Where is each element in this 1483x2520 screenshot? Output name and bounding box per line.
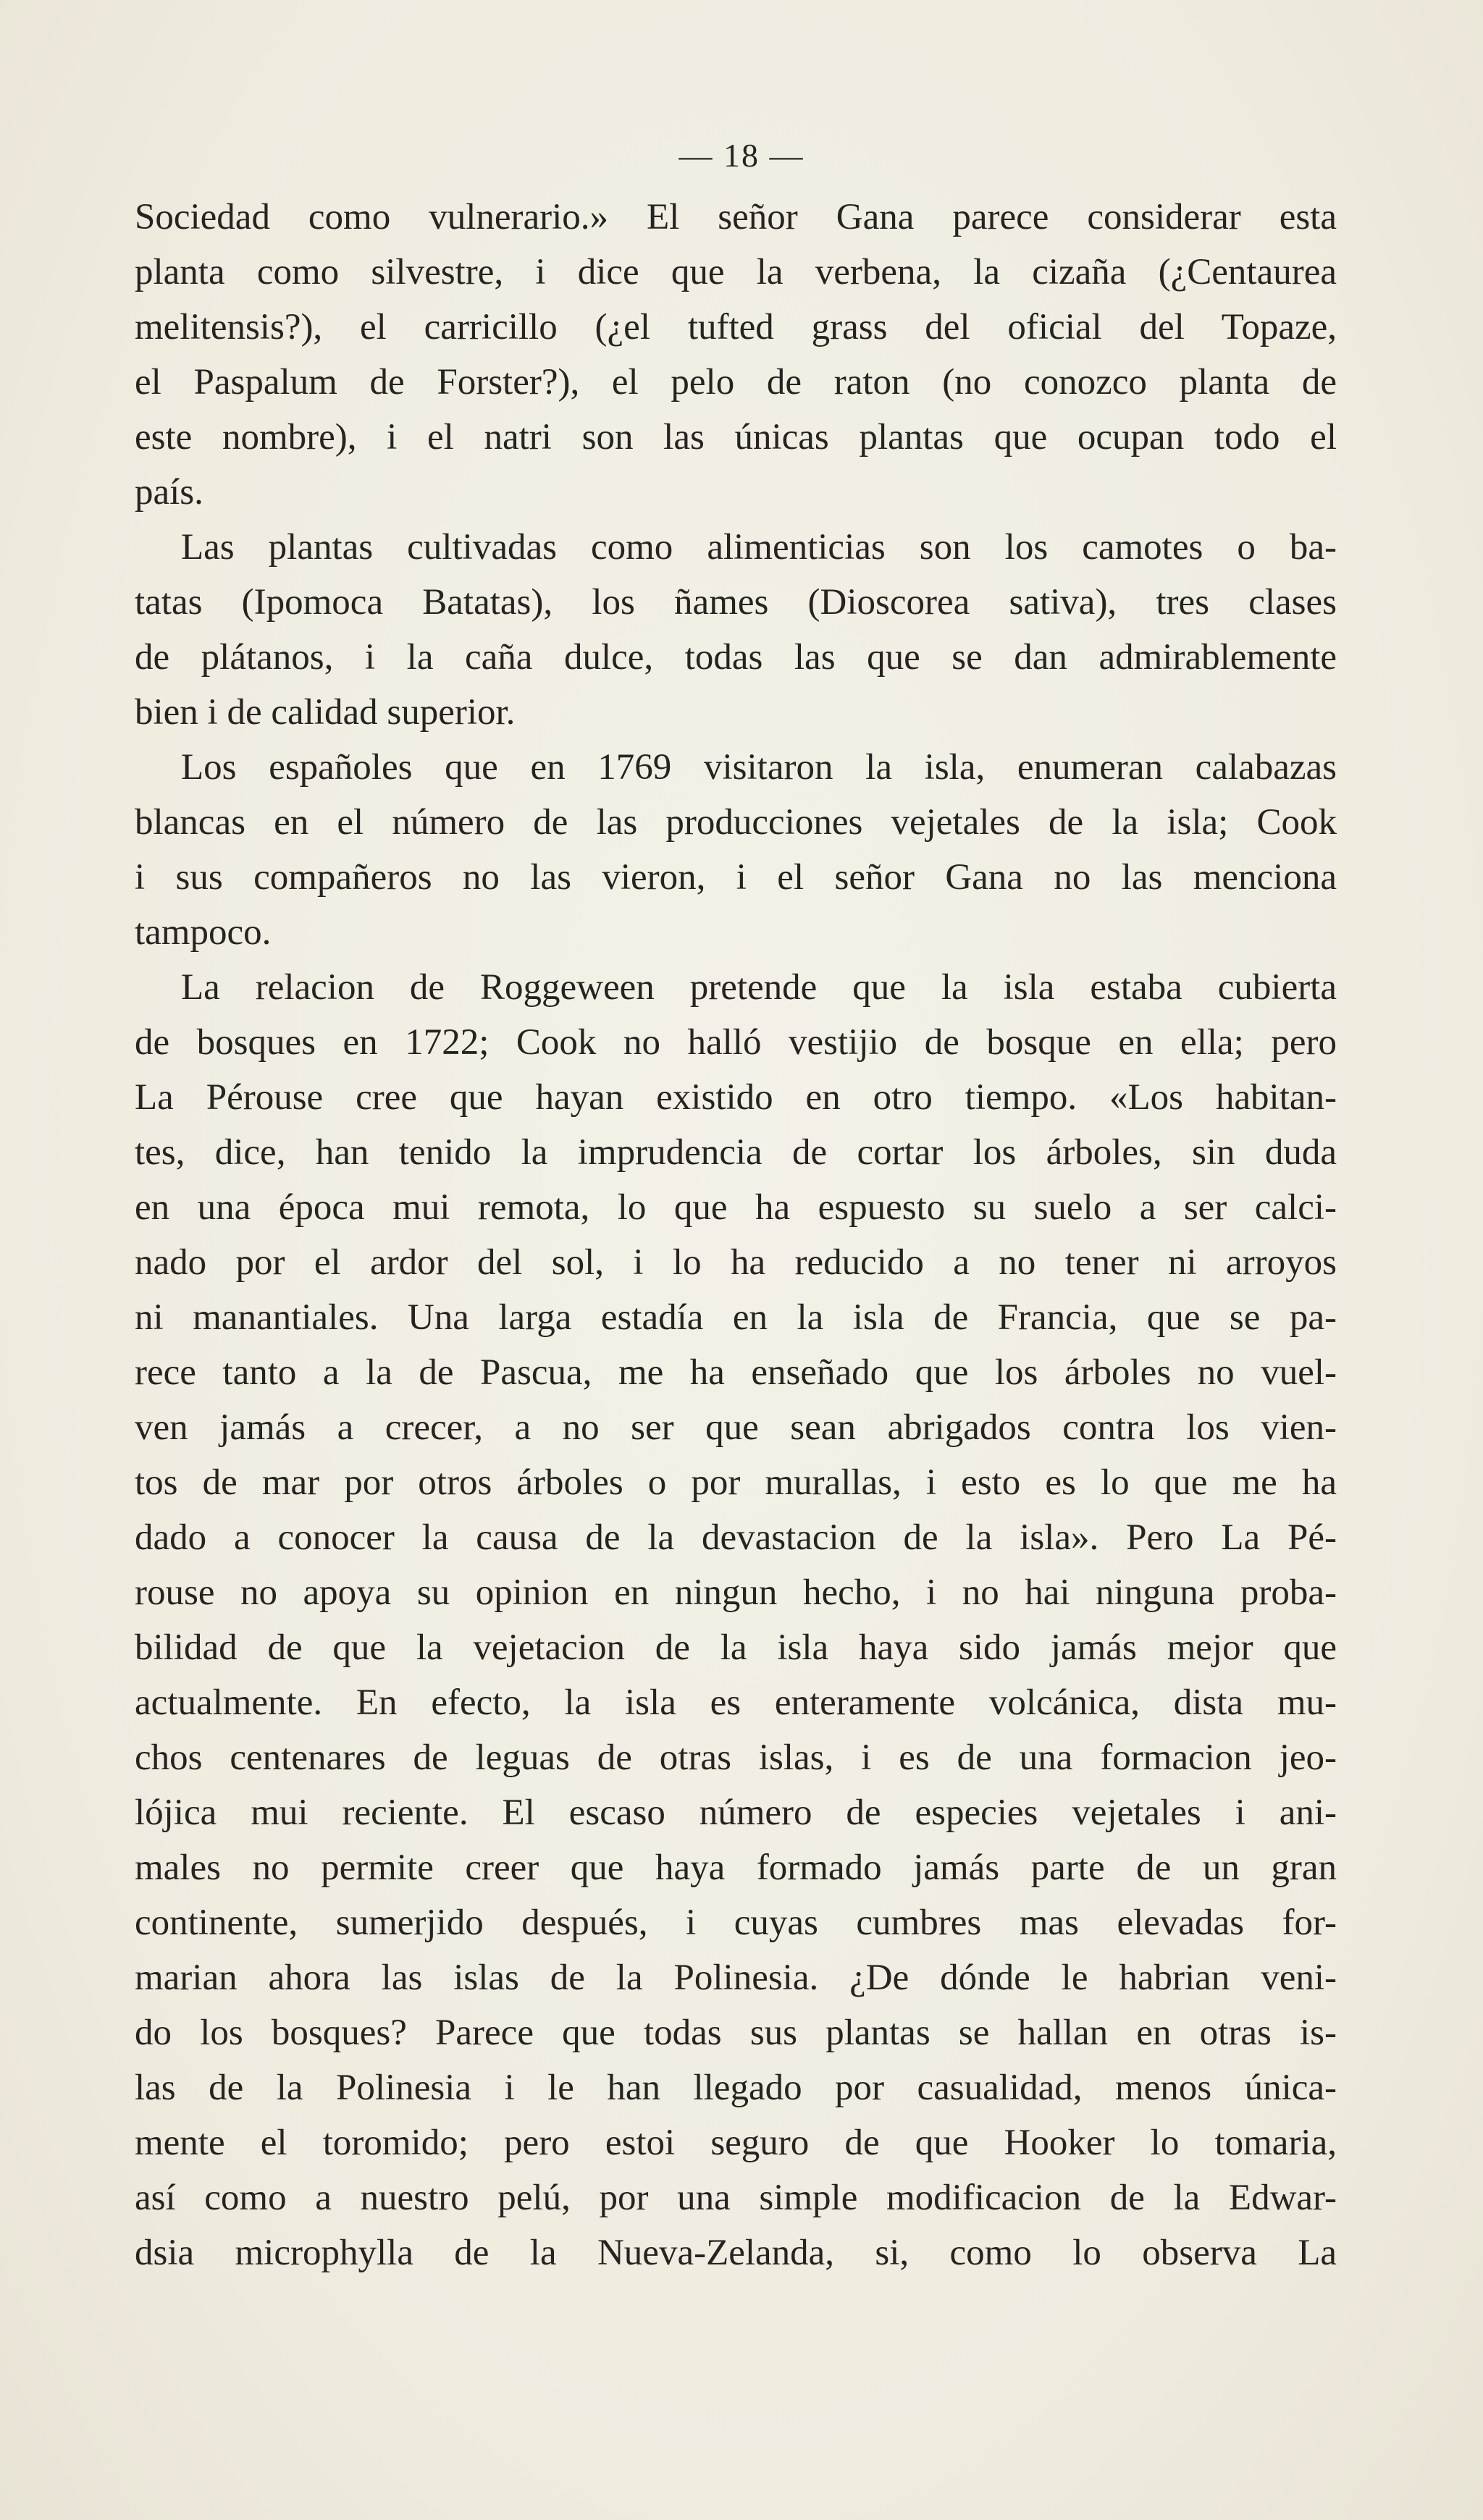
text-line: tampoco. [135,912,272,953]
body-text [135,190,1337,2280]
text-line: chos centenares de leguas de otras islas, i es de una formacion jeo- [135,1737,1337,1778]
text-line: tos de mar por otros árboles o por murallas, i esto es lo que me ha [135,1462,1337,1503]
text-line: marian ahora las islas de la Polinesia. ¿De dónde le habrian veni- [135,1958,1337,1998]
text-line: nado por el ardor del sol, i lo ha reducido a no tener ni arroyos [135,1242,1337,1283]
text-line: ven jamás a crecer, a no ser que sean abrigados contra los vien- [135,1407,1337,1448]
text-line: dado a conocer la causa de la devastacion de la isla». Pero La Pé- [135,1517,1337,1558]
text-line: de plátanos, i la caña dulce, todas las que se dan admirablemente [135,637,1337,678]
text-line: blancas en el número de las producciones vejetales de la isla; Cook [135,802,1337,843]
text-line: de bosques en 1722; Cook no halló vestijio de bosque en ella; pero [135,1022,1337,1063]
text-line: i sus compañeros no las vieron, i el señor Gana no las menciona [135,857,1337,898]
text-line: bilidad de que la vejetacion de la isla haya sido jamás mejor que [135,1627,1337,1668]
text-line: el Paspalum de Forster?), el pelo de raton (no conozco planta de [135,362,1337,403]
text-line: males no permite creer que haya formado jamás parte de un gran [135,1847,1337,1888]
text-line: continente, sumerjido después, i cuyas cumbres mas elevadas for- [135,1902,1337,1943]
text-line: este nombre), i el natri son las únicas plantas que ocupan todo el [135,417,1337,458]
text-line: mente el toromido; pero estoi seguro de que Hooker lo tomaria, [135,2123,1337,2163]
text-line: las de la Polinesia i le han llegado por casualidad, menos única- [135,2068,1337,2108]
text-line: ni manantiales. Una larga estadía en la isla de Francia, que se pa- [135,1297,1337,1338]
text-line: bien i de calidad superior. [135,692,516,733]
text-line: rece tanto a la de Pascua, me ha enseñado que los árboles no vuel- [135,1352,1337,1393]
text-line: lójica mui reciente. El escaso número de especies vejetales i ani- [135,1792,1337,1833]
text-line: La Pérouse cree que hayan existido en otro tiempo. «Los habitan- [135,1077,1337,1118]
text-line: actualmente. En efecto, la isla es enteramente volcánica, dista mu- [135,1682,1337,1723]
text-line: tatas (Ipomoca Batatas), los ñames (Dioscorea sativa), tres clases [135,582,1337,623]
text-line: rouse no apoya su opinion en ningun hecho, i no hai ninguna proba- [135,1572,1337,1613]
text-line: dsia microphylla de la Nueva-Zelanda, si, como lo observa La [135,2233,1337,2273]
text-line: La relacion de Roggeween pretende que la isla estaba cubierta [181,967,1337,1008]
text-line: melitensis?), el carricillo (¿el tufted grass del oficial del Topaze, [135,307,1337,347]
text-line: en una época mui remota, lo que ha espuesto su suelo a ser calci- [135,1187,1337,1228]
text-line: Los españoles que en 1769 visitaron la isla, enumeran calabazas [181,747,1337,788]
text-line: Las plantas cultivadas como alimenticias son los camotes o ba- [181,527,1337,568]
text-line: tes, dice, han tenido la imprudencia de cortar los árboles, sin duda [135,1132,1337,1173]
text-line: país. [135,472,203,513]
page-number: — 18 — [679,137,804,174]
text-line: planta como silvestre, i dice que la verbena, la cizaña (¿Centaurea [135,252,1337,292]
text-line: así como a nuestro pelú, por una simple modificacion de la Edwar- [135,2178,1337,2218]
text-line: do los bosques? Parece que todas sus plantas se hallan en otras is- [135,2013,1337,2053]
text-line: Sociedad como vulnerario.» El señor Gana parece considerar esta [135,197,1337,237]
